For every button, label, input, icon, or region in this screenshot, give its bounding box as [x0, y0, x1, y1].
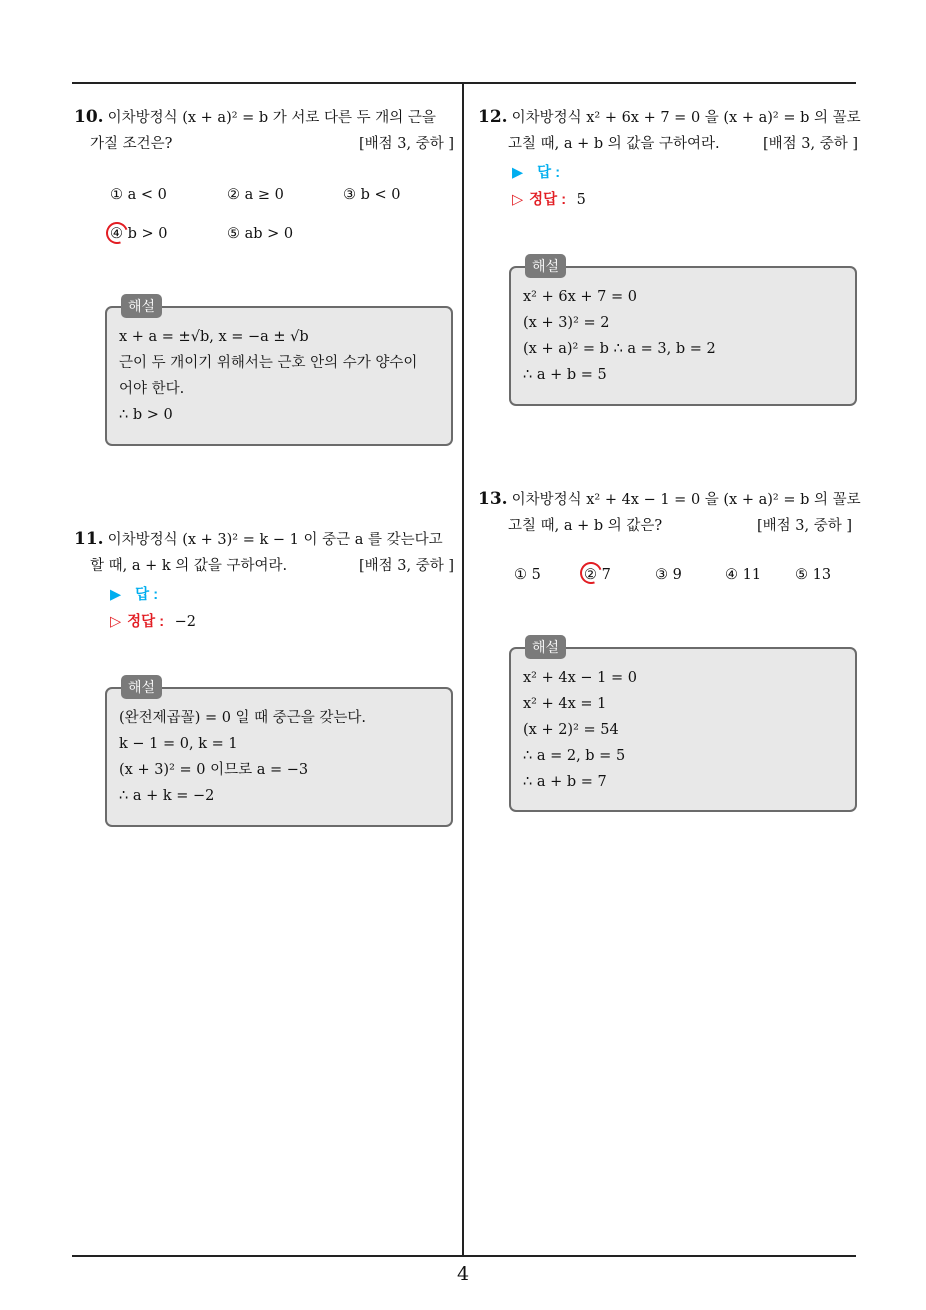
explanation-box-10 [105, 298, 453, 446]
explanation-line: ∴ b > 0 [119, 407, 173, 423]
question-10-line2 [74, 131, 454, 157]
question-11 [74, 526, 454, 579]
correct-label: 정답 : [529, 192, 567, 208]
explanation-line: x² + 4x = 1 [523, 696, 607, 712]
explanation-line: x² + 4x − 1 = 0 [523, 670, 637, 686]
question-11-line1 [74, 526, 454, 553]
explanation-line: x + a = ±√b, x = −a ± √b [119, 329, 309, 345]
question-number: 11. [74, 529, 104, 549]
choice-2[interactable]: ② 7 [584, 567, 611, 583]
choice-4[interactable]: ④ 11 [725, 567, 762, 583]
answer-label: 답 : [135, 587, 159, 603]
choice-1[interactable]: ① a < 0 [110, 187, 167, 203]
choice-2[interactable]: ② a ≥ 0 [227, 187, 284, 203]
question-11-line2 [74, 553, 454, 579]
correct-answer-row-11 [110, 609, 196, 635]
explanation-box-13 [509, 639, 857, 812]
question-number: 12. [478, 107, 508, 127]
question-meta: [배점 3, 중하 ] [358, 558, 454, 574]
answer-label: 답 : [537, 165, 561, 181]
question-meta: [배점 3, 중하 ] [756, 518, 852, 534]
explanation-line: ∴ a + k = −2 [119, 788, 215, 804]
correct-answer-row-12 [512, 187, 586, 213]
bottom-rule [72, 1255, 856, 1257]
explanation-tag: 해설 [525, 254, 566, 278]
answer-marker-icon: ▶ [512, 165, 524, 181]
explanation-line: ∴ a = 2, b = 5 [523, 748, 626, 764]
choice-1[interactable]: ① 5 [514, 567, 541, 583]
question-10-line1 [74, 104, 454, 131]
choice-4[interactable]: ④ b > 0 [110, 226, 168, 242]
answer-input-row-11[interactable] [110, 582, 158, 608]
question-meta: [배점 3, 중하 ] [762, 136, 858, 152]
explanation-box-12 [509, 258, 857, 406]
question-13-choices [514, 562, 854, 592]
explanation-line: (완전제곱꼴) = 0 일 때 중근을 갖는다. [119, 710, 367, 726]
explanation-line: (x + 2)² = 54 [523, 722, 619, 738]
explanation-line: (x + 3)² = 2 [523, 315, 610, 331]
explanation-line: (x + 3)² = 0 이므로 a = −3 [119, 762, 309, 778]
question-text: 이차방정식 x² + 6x + 7 = 0 을 (x + a)² = b 의 꼴로 [511, 110, 861, 126]
explanation-line: ∴ a + b = 5 [523, 367, 607, 383]
explanation-line: k − 1 = 0, k = 1 [119, 736, 238, 752]
page-number: 4 [456, 1263, 470, 1285]
explanation-line: 근이 두 개이기 위해서는 근호 안의 수가 양수이 [119, 355, 418, 371]
question-12-line2 [478, 131, 858, 157]
question-text: 할 때, a + k 의 값을 구하여라. [90, 558, 288, 574]
question-10 [74, 104, 454, 157]
question-number: 10. [74, 107, 104, 127]
choice-5[interactable]: ⑤ ab > 0 [227, 226, 294, 242]
question-text: 이차방정식 (x + 3)² = k − 1 이 중근 a 를 갖는다고 [107, 532, 443, 548]
explanation-body [119, 324, 441, 428]
correct-value: −2 [174, 614, 197, 630]
explanation-tag: 해설 [121, 294, 162, 318]
question-meta: [배점 3, 중하 ] [358, 136, 454, 152]
column-divider [462, 82, 464, 1257]
question-10-choices [110, 182, 450, 252]
question-text: 가질 조건은? [90, 136, 173, 152]
explanation-body [523, 665, 845, 795]
question-13-line1 [478, 486, 861, 513]
explanation-body [523, 284, 845, 388]
explanation-tag: 해설 [121, 675, 162, 699]
question-13 [478, 486, 861, 539]
answer-marker-icon: ▶ [110, 587, 122, 603]
correct-marker-icon: ▷ [110, 614, 122, 630]
explanation-line: x² + 6x + 7 = 0 [523, 289, 637, 305]
correct-label: 정답 : [127, 614, 165, 630]
explanation-body [119, 705, 441, 809]
question-text: 고칠 때, a + b 의 값을 구하여라. [508, 136, 720, 152]
correct-marker-icon: ▷ [512, 192, 524, 208]
explanation-box-11 [105, 679, 453, 827]
choice-3[interactable]: ③ b < 0 [343, 187, 401, 203]
question-12-line1 [478, 104, 861, 131]
correct-value: 5 [576, 192, 586, 208]
question-text: 이차방정식 x² + 4x − 1 = 0 을 (x + a)² = b 의 꼴로 [511, 492, 861, 508]
explanation-tag: 해설 [525, 635, 566, 659]
answer-input-row-12[interactable] [512, 160, 560, 186]
explanation-line: 어야 한다. [119, 381, 185, 397]
question-12 [478, 104, 861, 157]
question-13-line2 [478, 513, 858, 539]
question-number: 13. [478, 489, 508, 509]
question-text: 고칠 때, a + b 의 값은? [508, 518, 663, 534]
choice-5[interactable]: ⑤ 13 [795, 567, 832, 583]
question-text: 이차방정식 (x + a)² = b 가 서로 다른 두 개의 근을 [107, 110, 436, 126]
choice-3[interactable]: ③ 9 [655, 567, 682, 583]
explanation-line: (x + a)² = b ∴ a = 3, b = 2 [523, 341, 716, 357]
top-rule [72, 82, 856, 84]
explanation-line: ∴ a + b = 7 [523, 774, 607, 790]
